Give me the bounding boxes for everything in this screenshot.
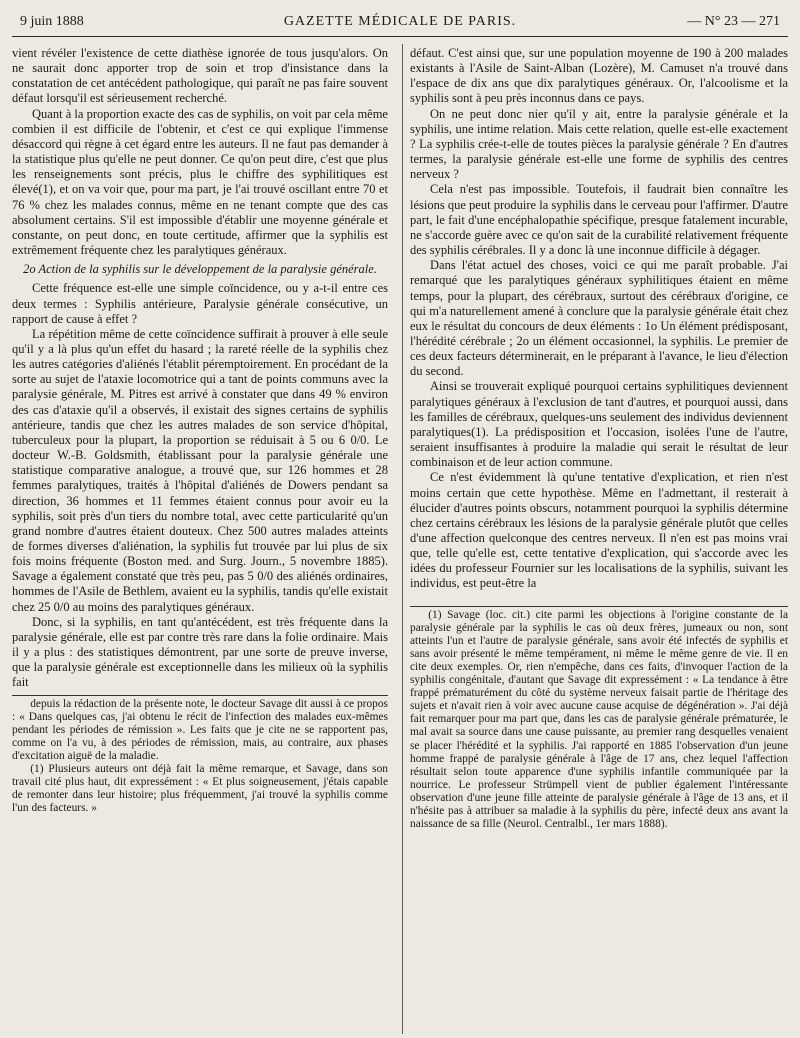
header-date: 9 juin 1888 xyxy=(20,14,84,29)
paragraph: vient révéler l'existence de cette diathèse ignorée de tous jusqu'alors. On ne saurait donc apporter trop de soin et trop d'insistance dans la constatation de cet antécédent pathologique, qui paraît ne pas faire souvent défaut lorsqu'il est sérieusement recherché. xyxy=(12,46,388,106)
footnote: (1) Savage (loc. cit.) cite parmi les objections à l'origine constante de la paralysie générale par la syphilis le cas où deux frères, jumeaux ou non, sont atteints l'un et l'autre de paralysie générale, sans avoir été infectés de syphilis et sans avoir présenté le même tempérament, ni même le même genre de vie. Il en cite deux exemples. Or, rien n'empêche, dans ces faits, d'invoquer l'action de la syphilis congénitale, d'autant que Savage dit expressément : « La tendance à être frappé prématurément du côté du système nerveux faisait partie de l'héritage des sujets et n'avait rien à voir avec aucune cause acquise de dégénération ». J'ai déjà fait remarquer pour ma part que, dans les cas de paralysie générale prématurée, le mal avait sa source dans une cause puissante, au premier rang desquelles venaient se placer l'hérédité et la syphilis. J'ai rapporté en 1885 l'observation d'un jeune homme frappé de paralysie générale à l'âge de 17 ans, chez lequel l'affection résultait selon toute apparence d'une syphilis infantile communiquée par la nourrice. Le professeur Strümpell vient de publier également l'intéressante observation d'une jeune fille atteinte de paralysie générale à l'âge de 13 ans, et il n'hésite pas à attribuer sa maladie à la syphilis du père, infecté deux ans avant la naissance de sa fille (Neurol. Centralbl., 1er mars 1888). xyxy=(410,608,788,831)
column-divider xyxy=(402,44,403,1034)
paragraph: Quant à la proportion exacte des cas de syphilis, on voit par cela même combien il est difficile de l'obtenir, et c'est ce qui explique l'immense désaccord qui règne à cet égard entre les auteurs. Il ne faut pas demander à la statistique plus qu'elle ne peut donner. Ce qu'on peut dire, c'est que plus les renseignements sont précis, plus le chiffre des syphilitiques est élevé(1), et on va voir que, pour ma part, je l'ai trouvé oscillant entre 70 et 76 % chez les malades connus, même en ne tenant compte que des cas absolument certains. S'il est impossible d'établir une moyenne générale et constante, on peut donc, en toute certitude, affirmer que la syphilis est extrêmement fréquente chez les paralytiques généraux. xyxy=(12,106,388,258)
paragraph: La répétition même de cette coïncidence suffirait à prouver à elle seule qu'il y a là plus qu'un effet du hasard ; la rareté réelle de la syphilis chez les autres catégories d'aliénés l'établit péremptoirement. En procédant de la sorte au sujet de l'ataxie locomotrice qui a tant de points communs avec la paralysie générale, M. Pitres est arrivé à constater que dans 49 % environ des cas d'ataxie qu'il a observés, il existait des signes certains de syphilis antérieure, tandis que chez les autres malades de son service d'hôpital, tuberculeux pour la plupart, la proportion se réduisait à 5 ou 6 0/0. Le docteur W.-B. Goldsmith, établissant pour la paralysie générale une statistique comparative analogue, a trouvé que, sur 126 hommes et 28 femmes paralytiques, traités à l'hôpital d'aliénés de Dowers pendant sa direction, 36 hommes et 11 femmes étaient connus pour avoir eu la syphilis, soit près d'un tiers du nombre total, avec cette particularité qu'un grand nombre d'autres étaient douteux. Chez 500 autres malades atteints de formes diverses d'aliénation, la syphilis fut trouvée par lui plus de six fois moins fréquente (Boston med. and Surg. Journ., 5 novembre 1885). Savage a également constaté que très peu, pas 5 0/0 des aliénés ordinaires, hommes de l'Asile de Bethlem, avaient eu la syphilis, tandis qu'elle existait chez 25 0/0 au moins des paralytiques généraux. xyxy=(12,326,388,614)
left-column xyxy=(12,46,388,1036)
footnote-rule xyxy=(410,606,788,607)
paragraph: Ce n'est évidemment là qu'une tentative d'explication, et rien n'est moins certain que cette hypothèse. Même en l'admettant, il resterait à élucider d'autres points obscurs, notamment pourquoi la syphilis détermine chez certains cérébraux les lésions de la paralysie générale plutôt que celles d'une affection quelconque des centres nerveux. Il n'en est pas moins vrai que, telle qu'elle est, cette tentative d'explication, qui s'accorde avec les idées du professeur Fournier sur les localisations de la syphilis, suivant les individus, est peut-être la xyxy=(410,470,788,591)
paragraph: On ne peut donc nier qu'il y ait, entre la paralysie générale et la syphilis, une intime relation. Mais cette relation, quelle est-elle exactement ? La syphilis crée-t-elle de toutes pièces la paralysie générale ? En d'autres termes, la paralysie générale est-elle une forme de syphilis des centres nerveux ? xyxy=(410,106,788,182)
page-header xyxy=(12,14,788,37)
paragraph: Cette fréquence est-elle une simple coïncidence, ou y a-t-il entre ces deux termes : Syphilis antérieure, Paralysie générale consécutive, un rapport de cause à effet ? xyxy=(12,281,388,326)
paragraph: Dans l'état actuel des choses, voici ce qui me paraît probable. J'ai remarqué que les paralytiques généraux syphilitiques étaient en même temps, pour la plupart, des cérébraux, surtout des cérébraux d'origine, ce qui m'a naturellement amené à conclure que la paralysie générale était chez eux le résultat du concours de deux éléments : 1o Un élément prédisposant, l'hérédité cérébrale ; 2o un élément occasionnel, la syphilis. Le premier de ces deux facteurs déterminerait, en le préparant à l'avance, le lieu d'élection du second. xyxy=(410,258,788,379)
section-heading: 2o Action de la syphilis sur le développement de la paralysie générale. xyxy=(23,262,377,277)
paragraph: Ainsi se trouverait expliqué pourquoi certains syphilitiques deviennent paralytiques généraux à l'exclusion de tant d'autres, et pourquoi aussi, dans les familles de cérébraux, quelques-uns seulement des individus deviennent paralytiques(1). La prédisposition et l'occasion, isolées l'une de l'autre, seraient insuffisantes à produire la maladie qui serait le résultat de leur combinaison et de leur action commune. xyxy=(410,379,788,470)
paragraph: Cela n'est pas impossible. Toutefois, il faudrait bien connaître les lésions que peut produire la syphilis dans le cerveau pour l'affirmer. D'autre part, le fait d'une encéphalopathie spécifique, presque fatalement incurable, ne s'accorde guère avec ce qu'on sait de la curabilité relativement fréquente des syphilis cérébrales. Il y a donc là une inconnue difficile à dégager. xyxy=(410,182,788,258)
paragraph: défaut. C'est ainsi que, sur une population moyenne de 190 à 200 malades existants à l'Asile de Saint-Alban (Lozère), M. Camuset n'a trouvé dans l'espace de dix ans que dix paralytiques généraux. Or, l'alcoolisme et la syphilis sont à peu près inconnus dans ce pays. xyxy=(410,46,788,106)
paragraph: Donc, si la syphilis, en tant qu'antécédent, est très fréquente dans la paralysie générale, elle est par contre très rare dans la folie ordinaire. Mais il y a plus : des statistiques démontrent, par une sorte de preuve inverse, que la paralysie générale est exceptionnelle dans les milieux où la syphilis fait xyxy=(12,614,388,690)
footnote-continuation: depuis la rédaction de la présente note, le docteur Savage dit aussi à ce propos : « Dans quelques cas, j'ai obtenu le récit de l'infection des malades eux-mêmes pendant les périodes de rémission ». Les faits que je cite ne se rapportent pas, comme on l'a vu, à des périodes de rémission, mais, au contraire, aux phases d'excitation aiguë de la maladie. xyxy=(12,697,388,762)
right-column xyxy=(410,46,788,1036)
footnote-rule xyxy=(12,695,388,696)
header-issue-page: — N° 23 — 271 xyxy=(687,14,780,29)
footnote: (1) Plusieurs auteurs ont déjà fait la même remarque, et Savage, dans son travail cité plus haut, dit expressément : « Et plus soigneusement, j'étais capable de remonter dans leur histoire; plus fréquemment, j'ai trouvé la syphilis comme l'un des facteurs. » xyxy=(12,763,388,815)
header-title: GAZETTE MÉDICALE DE PARIS. xyxy=(283,14,517,29)
